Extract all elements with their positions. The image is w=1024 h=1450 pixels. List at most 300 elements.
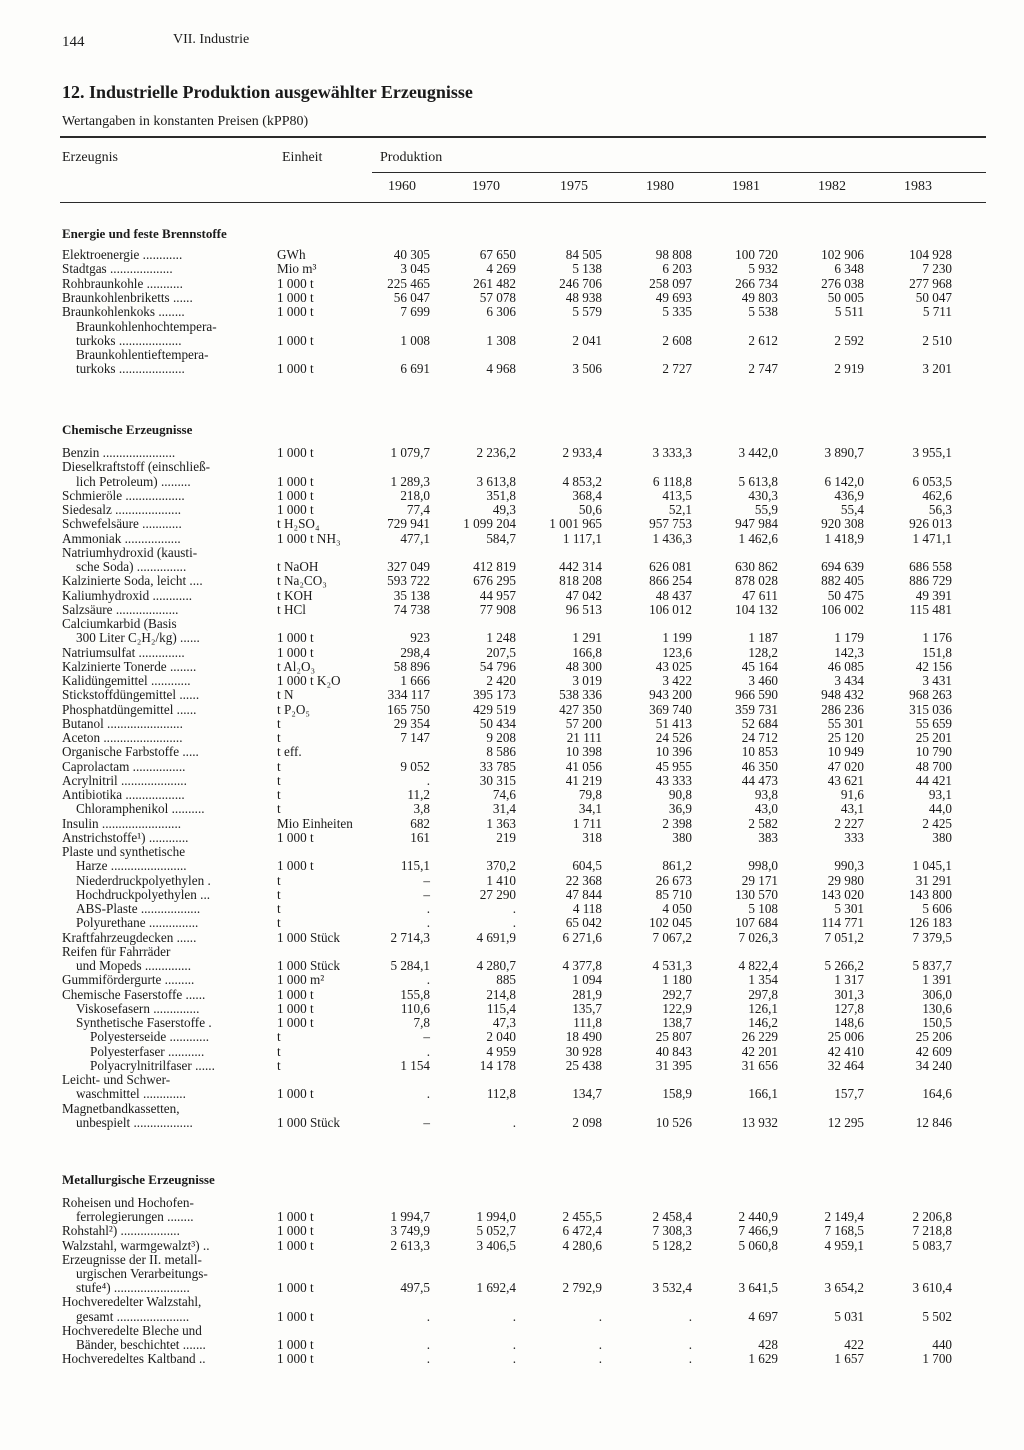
value-cell: . <box>426 772 430 788</box>
table-row <box>0 262 1024 276</box>
value-cell: 1 045,1 <box>912 858 952 874</box>
table-row <box>0 1030 1024 1044</box>
value-cell: 1 008 <box>400 332 430 348</box>
value-cell: 10 526 <box>655 1114 692 1130</box>
value-cell: 50 047 <box>915 289 952 305</box>
value-cell: 110,6 <box>400 1000 430 1016</box>
row-label: Gummifördergurte ......... <box>62 972 195 988</box>
value-cell: 5 932 <box>748 261 778 277</box>
value-cell: 1 410 <box>486 872 516 888</box>
table-row <box>0 973 1024 987</box>
table-row <box>0 1102 1024 1116</box>
value-cell: 42 410 <box>827 1043 864 1059</box>
row-label: Magnetbandkassetten, <box>62 1100 180 1116</box>
value-cell: 7 218,8 <box>912 1223 952 1239</box>
row-label: Kalidüngemittel ............ <box>62 673 191 688</box>
value-cell: 3 333,3 <box>652 445 692 460</box>
value-cell: 207,5 <box>486 644 516 660</box>
value-cell: 25 006 <box>827 1029 864 1045</box>
value-cell: . <box>426 1308 430 1324</box>
value-cell: 3 045 <box>400 261 430 277</box>
value-cell: 3 434 <box>834 673 864 688</box>
value-cell: 990,3 <box>834 858 864 874</box>
value-cell: 966 590 <box>735 687 778 703</box>
value-cell: 7 026,3 <box>738 929 778 945</box>
value-cell: 57 078 <box>479 289 516 305</box>
row-unit: GWh <box>277 247 306 262</box>
value-cell: 368,4 <box>572 487 602 503</box>
year-header: 1960 <box>388 179 416 194</box>
year-header: 1982 <box>818 179 846 194</box>
row-label: Stadtgas ................... <box>62 261 173 277</box>
row-label: Acrylnitril .................... <box>62 772 187 788</box>
value-cell: 123,6 <box>662 644 692 660</box>
row-label: Kraftfahrzeugdecken ...... <box>62 929 197 945</box>
value-cell: 48 437 <box>655 587 692 603</box>
value-cell: 31 291 <box>915 872 952 888</box>
value-cell: 3 613,8 <box>476 473 516 489</box>
column-header-unit: Einheit <box>282 150 323 165</box>
table-row <box>0 1116 1024 1130</box>
value-cell: 161 <box>410 829 430 845</box>
row-unit: 1 000 t <box>277 986 314 1002</box>
row-unit: t <box>277 730 281 745</box>
value-cell: 422 <box>844 1337 864 1352</box>
row-label: Kaliumhydroxid ............ <box>62 587 193 603</box>
value-cell: 3 019 <box>572 673 602 688</box>
value-cell: 6 348 <box>834 261 864 277</box>
row-unit: 1 000 t <box>277 1223 314 1239</box>
value-cell: 1 180 <box>662 972 692 988</box>
row-unit: t <box>277 772 281 788</box>
row-unit: 1 000 t <box>277 1000 314 1016</box>
row-unit: 1 000 t <box>277 361 314 377</box>
value-cell: 55 659 <box>915 715 952 731</box>
value-cell: 2 747 <box>748 361 778 377</box>
table-row <box>0 888 1024 902</box>
row-label: Stickstoffdüngemittel ...... <box>62 687 200 703</box>
value-cell: 85 710 <box>655 886 692 902</box>
value-cell: 926 013 <box>909 516 952 532</box>
value-cell: 306,0 <box>922 986 952 1002</box>
value-cell: 2 592 <box>834 332 864 348</box>
value-cell: 45 164 <box>741 658 778 674</box>
value-cell: 128,2 <box>748 644 778 660</box>
row-unit: 1 000 t <box>277 1015 314 1030</box>
row-unit: 1 000 t <box>277 829 314 845</box>
row-unit: 1 000 t <box>277 1086 314 1102</box>
value-cell: 143 800 <box>909 886 952 902</box>
value-cell: 4 280,6 <box>562 1237 602 1253</box>
value-cell: 497,5 <box>400 1280 430 1296</box>
value-cell: 1 154 <box>400 1057 430 1073</box>
row-label: Antibiotika .................. <box>62 787 185 802</box>
value-cell: 51 413 <box>655 715 692 731</box>
value-cell: 604,5 <box>572 858 602 874</box>
value-cell: . <box>426 1351 430 1367</box>
row-label: Polyacrylnitrilfaser ...... <box>90 1057 215 1073</box>
value-cell: 10 790 <box>915 744 952 760</box>
value-cell: 878 028 <box>735 573 778 589</box>
value-cell: . <box>512 901 516 916</box>
value-cell: 7 466,9 <box>738 1223 778 1239</box>
row-label: Butanol ....................... <box>62 715 183 731</box>
value-cell: 100 720 <box>735 247 778 262</box>
row-label: Insulin ........................ <box>62 815 182 831</box>
table-row <box>0 1002 1024 1016</box>
row-unit: 1 000 t <box>277 1337 314 1352</box>
table-row <box>0 1087 1024 1101</box>
value-cell: 52 684 <box>741 715 778 731</box>
row-label: Schwefelsäure ............ <box>62 516 182 532</box>
value-cell: 440 <box>932 1337 952 1352</box>
value-cell: 3 955,1 <box>912 445 952 460</box>
value-cell: 3 201 <box>922 361 952 377</box>
row-label: Walzstahl, warmgewalzt³) .. <box>62 1237 210 1253</box>
table-row <box>0 1196 1024 1210</box>
row-label: Hochveredeltes Kaltband .. <box>62 1351 206 1367</box>
value-cell: 866 254 <box>649 573 692 589</box>
value-cell: 5 711 <box>922 304 952 320</box>
value-cell: 3 422 <box>662 673 692 688</box>
value-cell: 818 208 <box>559 573 602 589</box>
value-cell: 10 396 <box>655 744 692 760</box>
value-cell: 166,8 <box>572 644 602 660</box>
value-cell: . <box>512 1114 516 1130</box>
row-unit: t Na₂CO₃ <box>277 573 327 589</box>
value-cell: 998,0 <box>748 858 778 874</box>
table-row <box>0 874 1024 888</box>
row-label: Polyesterseide ............ <box>90 1029 210 1045</box>
row-unit: 1 000 t NH₃ <box>277 530 341 546</box>
row-label: Roheisen und Hochofen- <box>62 1195 194 1210</box>
row-unit: t <box>277 886 281 902</box>
row-unit: 1 000 t <box>277 304 314 320</box>
value-cell: 5 502 <box>922 1308 952 1324</box>
row-label: Chemische Faserstoffe ...... <box>62 986 206 1002</box>
table-row <box>0 660 1024 674</box>
value-cell: 4 269 <box>486 261 516 277</box>
value-cell: 22 368 <box>565 872 602 888</box>
table-row <box>0 362 1024 376</box>
value-cell: 77 908 <box>479 601 516 617</box>
row-unit: 1 000 Stück <box>277 1114 341 1130</box>
year-header: 1981 <box>732 179 760 194</box>
value-cell: 380 <box>672 829 692 845</box>
table-row <box>0 489 1024 503</box>
year-header: 1983 <box>904 179 932 194</box>
value-cell: 3 506 <box>572 361 602 377</box>
row-unit: 1 000 t <box>277 502 314 517</box>
value-cell: 4 959 <box>486 1043 516 1059</box>
row-unit: t KOH <box>277 587 313 603</box>
value-cell: 42 156 <box>915 658 952 674</box>
value-cell: 1 179 <box>834 630 864 646</box>
value-cell: 122,9 <box>662 1000 692 1016</box>
row-label: Natriumhydroxid (kausti- <box>62 544 198 560</box>
value-cell: 315 036 <box>909 701 952 717</box>
value-cell: 2 149,4 <box>824 1209 864 1225</box>
value-cell: 676 295 <box>473 573 516 589</box>
row-unit: t <box>277 715 281 731</box>
value-cell: 2 727 <box>662 361 692 377</box>
value-cell: 47 611 <box>742 587 778 603</box>
table-row <box>0 931 1024 945</box>
section-title: Chemische Erzeugnisse <box>62 422 193 437</box>
value-cell: 74 738 <box>393 601 430 617</box>
row-label: Braunkohlentieftempera- <box>76 347 209 363</box>
year-header: 1975 <box>560 179 588 194</box>
value-cell: 2 933,4 <box>562 445 602 460</box>
value-cell: 2 608 <box>662 332 692 348</box>
row-label: Chloramphenikol .......... <box>76 801 205 817</box>
value-cell: 1 462,6 <box>738 530 778 546</box>
table-row <box>0 831 1024 845</box>
value-cell: 74,6 <box>492 787 516 802</box>
page-number: 144 <box>62 34 85 50</box>
value-cell: 626 081 <box>649 559 692 574</box>
value-cell: 3 460 <box>748 673 778 688</box>
value-cell: 1 317 <box>834 972 864 988</box>
value-cell: 8 586 <box>486 744 516 760</box>
value-cell: 134,7 <box>572 1086 602 1102</box>
value-cell: 686 558 <box>909 559 952 574</box>
value-cell: 48 700 <box>915 758 952 774</box>
value-cell: 218,0 <box>400 487 430 503</box>
value-cell: 219 <box>496 829 516 845</box>
value-cell: 5 579 <box>572 304 602 320</box>
value-cell: 593 722 <box>387 573 430 589</box>
value-cell: 694 639 <box>821 559 864 574</box>
table-row <box>0 788 1024 802</box>
table-row <box>0 959 1024 973</box>
value-cell: 127,8 <box>834 1000 864 1016</box>
row-label: Hochveredelte Bleche und <box>62 1322 202 1338</box>
value-cell: 130 570 <box>735 886 778 902</box>
value-cell: 42 609 <box>915 1043 952 1059</box>
value-cell: 1 994,7 <box>390 1209 430 1225</box>
value-cell: 32 464 <box>827 1057 864 1073</box>
row-label: Niederdruckpolyethylen . <box>76 872 211 888</box>
value-cell: 298,4 <box>400 644 430 660</box>
value-cell: 135,7 <box>572 1000 602 1016</box>
value-cell: 968 263 <box>909 687 952 703</box>
value-cell: 2 510 <box>922 332 952 348</box>
value-cell: 31,4 <box>492 801 516 817</box>
value-cell: 3 610,4 <box>912 1280 952 1296</box>
value-cell: 923 <box>410 630 430 646</box>
value-cell: . <box>598 1351 602 1367</box>
value-cell: 6 271,6 <box>562 929 602 945</box>
value-cell: 3 641,5 <box>738 1280 778 1296</box>
value-cell: 301,3 <box>834 986 864 1002</box>
value-cell: 395 173 <box>473 687 516 703</box>
value-cell: 44 421 <box>915 772 952 788</box>
value-cell: . <box>426 901 430 916</box>
value-cell: . <box>512 1351 516 1367</box>
value-cell: 104 928 <box>909 247 952 262</box>
value-cell: 7 051,2 <box>824 929 864 945</box>
row-label: Phosphatdüngemittel ...... <box>62 701 197 717</box>
row-unit: Mio Einheiten <box>277 815 353 831</box>
row-unit: 1 000 t K₂O <box>277 673 341 688</box>
table-row <box>0 646 1024 660</box>
value-cell: 2 458,4 <box>652 1209 692 1225</box>
table-row <box>0 1352 1024 1366</box>
table-row <box>0 1338 1024 1352</box>
value-cell: 25 201 <box>915 730 952 745</box>
value-cell: 2 227 <box>834 815 864 831</box>
value-cell: 33 785 <box>479 758 516 774</box>
value-cell: 25 120 <box>827 730 864 745</box>
value-cell: 1 391 <box>922 972 952 988</box>
value-cell: 584,7 <box>486 530 516 546</box>
value-cell: 5 052,7 <box>476 1223 516 1239</box>
value-cell: 225 465 <box>387 275 430 291</box>
row-unit: 1 000 t <box>277 473 314 489</box>
value-cell: 369 740 <box>649 701 692 717</box>
table-row <box>0 1224 1024 1238</box>
row-label: und Mopeds .............. <box>76 958 192 973</box>
value-cell: 261 482 <box>473 275 516 291</box>
value-cell: 1 994,0 <box>476 1209 516 1225</box>
row-unit: t NaOH <box>277 559 319 574</box>
value-cell: 155,8 <box>400 986 430 1002</box>
table-row <box>0 674 1024 688</box>
value-cell: 1 199 <box>662 630 692 646</box>
row-label: Aceton ........................ <box>62 730 183 745</box>
value-cell: 383 <box>758 829 778 845</box>
value-cell: 4 959,1 <box>824 1237 864 1253</box>
table-row <box>0 945 1024 959</box>
value-cell: 1 117,1 <box>562 530 602 546</box>
value-cell: 164,6 <box>922 1086 952 1102</box>
table-row <box>0 617 1024 631</box>
value-cell: 102 045 <box>649 915 692 931</box>
value-cell: 79,8 <box>578 787 602 802</box>
value-cell: 5 266,2 <box>824 958 864 973</box>
value-cell: 266 734 <box>735 275 778 291</box>
value-cell: 3 406,5 <box>476 1237 516 1253</box>
value-cell: 25 206 <box>915 1029 952 1045</box>
row-unit: t Al₂O₃ <box>277 658 316 674</box>
value-cell: 3,8 <box>413 801 430 817</box>
value-cell: 44 473 <box>741 772 778 788</box>
value-cell: 3 890,7 <box>824 445 864 460</box>
value-cell: 682 <box>410 815 430 831</box>
value-cell: 5 128,2 <box>652 1237 692 1253</box>
value-cell: 1 079,7 <box>390 445 430 460</box>
value-cell: 10 853 <box>741 744 778 760</box>
value-cell: 436,9 <box>834 487 864 503</box>
value-cell: 333 <box>844 829 864 845</box>
table-row <box>0 916 1024 930</box>
value-cell: 93,1 <box>928 787 952 802</box>
value-cell: 2 425 <box>922 815 952 831</box>
value-cell: 4 531,3 <box>652 958 692 973</box>
table-row <box>0 320 1024 334</box>
value-cell: 297,8 <box>748 986 778 1002</box>
row-label: 300 Liter C₂H₂/kg) ...... <box>76 630 200 646</box>
value-cell: 5 031 <box>834 1308 864 1324</box>
table-row <box>0 589 1024 603</box>
value-cell: 2 041 <box>572 332 602 348</box>
table-row <box>0 688 1024 702</box>
value-cell: 7 230 <box>922 261 952 277</box>
value-cell: 428 <box>758 1337 778 1352</box>
value-cell: 318 <box>582 829 602 845</box>
value-cell: 286 236 <box>821 701 864 717</box>
value-cell: 3 749,9 <box>390 1223 430 1239</box>
row-unit: t H₂SO₄ <box>277 516 320 532</box>
value-cell: 7 379,5 <box>912 929 952 945</box>
value-cell: 46 350 <box>741 758 778 774</box>
value-cell: 1 308 <box>486 332 516 348</box>
value-cell: 55 301 <box>827 715 864 731</box>
value-cell: 1 099 204 <box>463 516 516 532</box>
row-label: Viskosefasern .............. <box>76 1000 200 1016</box>
value-cell: 45 955 <box>655 758 692 774</box>
value-cell: 351,8 <box>486 487 516 503</box>
value-cell: 36,9 <box>668 801 692 817</box>
value-cell: 115,1 <box>400 858 430 874</box>
table-row <box>0 760 1024 774</box>
value-cell: 886 729 <box>909 573 952 589</box>
value-cell: 413,5 <box>662 487 692 503</box>
value-cell: 1 700 <box>922 1351 952 1367</box>
value-cell: 5 606 <box>922 901 952 916</box>
value-cell: 21 111 <box>566 730 602 745</box>
table-row <box>0 305 1024 319</box>
value-cell: 142,3 <box>834 644 864 660</box>
row-label: Ammoniak ................. <box>62 530 181 546</box>
value-cell: 1 354 <box>748 972 778 988</box>
value-cell: 24 712 <box>741 730 778 745</box>
value-cell: 151,8 <box>922 644 952 660</box>
value-cell: 412 819 <box>473 559 516 574</box>
row-label: Calciumkarbid (Basis <box>62 616 177 631</box>
value-cell: 56 047 <box>393 289 430 305</box>
value-cell: 14 178 <box>479 1057 516 1073</box>
row-unit: t <box>277 1043 281 1059</box>
value-cell: . <box>598 1308 602 1324</box>
value-cell: . <box>426 1337 430 1352</box>
row-unit: 1 000 t <box>277 445 314 460</box>
value-cell: 112,8 <box>486 1086 516 1102</box>
value-cell: 2 919 <box>834 361 864 377</box>
value-cell: 2 714,3 <box>390 929 430 945</box>
value-cell: 47 844 <box>565 886 602 902</box>
table-row <box>0 574 1024 588</box>
value-cell: – <box>423 1114 430 1130</box>
value-cell: 2 098 <box>572 1114 602 1130</box>
value-cell: 729 941 <box>387 516 430 532</box>
value-cell: 2 582 <box>748 815 778 831</box>
value-cell: 7,8 <box>413 1015 430 1030</box>
row-label: Synthetische Faserstoffe . <box>76 1015 212 1030</box>
value-cell: 1 666 <box>400 673 430 688</box>
value-cell: 370,2 <box>486 858 516 874</box>
value-cell: 42 201 <box>741 1043 778 1059</box>
value-cell: . <box>512 1337 516 1352</box>
value-cell: 107 684 <box>735 915 778 931</box>
value-cell: 4 822,4 <box>738 958 778 973</box>
value-cell: 52,1 <box>668 502 692 517</box>
table-row <box>0 1059 1024 1073</box>
value-cell: – <box>423 1029 430 1045</box>
row-label: stufe⁴) ....................... <box>76 1280 190 1296</box>
value-cell: 861,2 <box>662 858 692 874</box>
